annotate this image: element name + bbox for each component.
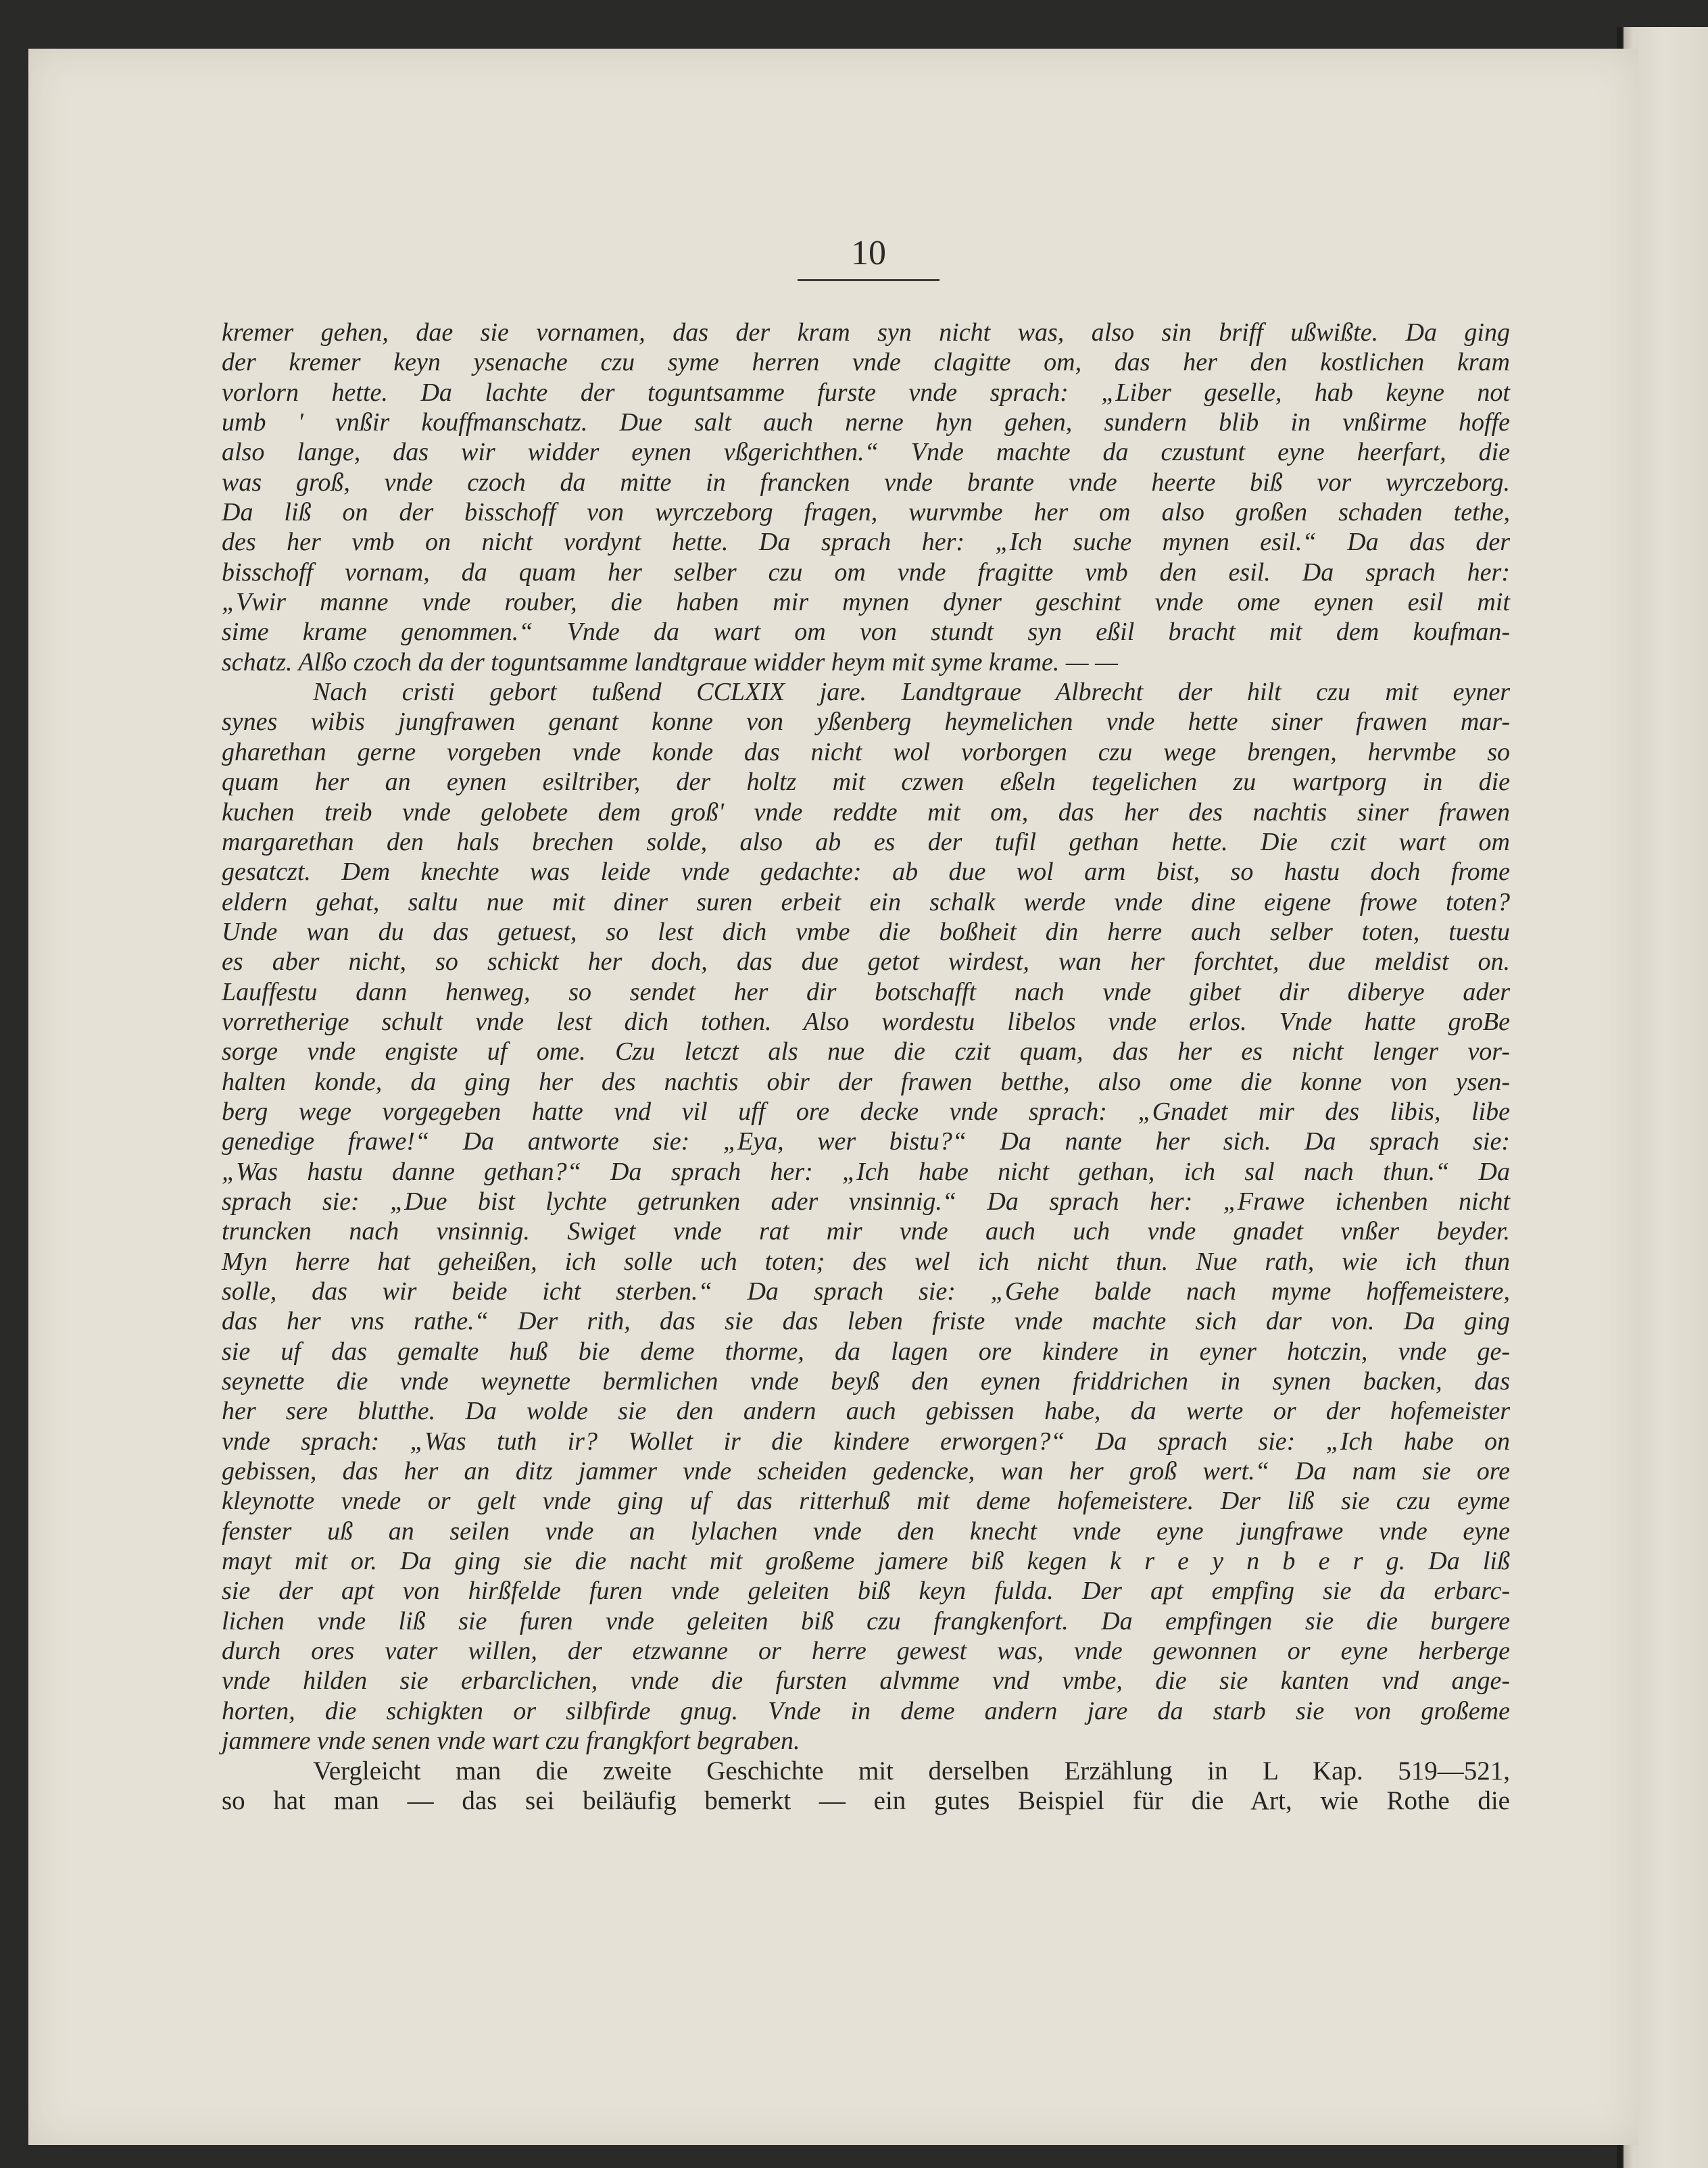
page-number: 10 [851, 234, 886, 272]
text-line: so hat man — das sei beiläufig bemerkt — ein gutes Beispiel für die Art, wie Rothe die [222, 1785, 1510, 1815]
text-line: Da liß on der bisschoff von wyrczeborg fragen, wurvmbe her om also großen schaden tethe, [222, 498, 1510, 527]
text-line: halten konde, da ging her des nachtis obir der frawen betthe, also ome die konne von ysen- [222, 1067, 1510, 1096]
text-line: des her vmb on nicht vordynt hette. Da sprach her: „Ich suche mynen esil.“ Da das der [222, 528, 1510, 557]
text-line: das her vns rathe.“ Der rith, das sie das leben friste vnde machte sich dar von. Da ging [222, 1307, 1510, 1336]
text-line: kremer gehen, dae sie vornamen, das der kram syn nicht was, also sin briff ußwißte. Da ging [222, 318, 1510, 347]
text-line: vorretherige schult vnde lest dich tothen. Also wordestu libelos vnde erlos. Vnde hatte groBe [222, 1007, 1510, 1036]
text-line: Nach cristi gebort tußend CCLXIX jare. Landtgraue Albrecht der hilt czu mit eyner [313, 678, 1510, 707]
text-line: vorlorn hette. Da lachte der toguntsamme furste vnde sprach: „Liber geselle, hab keyne not [222, 378, 1510, 407]
text-line: der kremer keyn ysenache czu syme herren vnde clagitte om, das her den kostlichen kram [222, 348, 1510, 377]
text-line: truncken nach vnsinnig. Swiget vnde rat mir vnde auch uch vnde gnadet vnßer beyder. [222, 1217, 1510, 1246]
text-line: lichen vnde liß sie furen vnde geleiten biß czu frangkenfort. Da empfingen sie die burgere [222, 1606, 1510, 1635]
text-line: sprach sie: „Due bist lychte getrunken ader vnsinnig.“ Da sprach her: „Frawe ichenben nicht [222, 1187, 1510, 1216]
text-line: durch ores vater willen, der etzwanne or herre gewest was, vnde gewonnen or eyne herberge [222, 1637, 1510, 1666]
text-line: Lauffestu dann henweg, so sendet her dir botschafft nach vnde gibet dir diberye ader [222, 977, 1510, 1006]
text-line: „Was hastu danne gethan?“ Da sprach her: „Ich habe nicht gethan, ich sal nach thun.“ Da [222, 1157, 1510, 1186]
body-text [222, 318, 1510, 1816]
text-line: synes wibis jungfrawen genant konne von yßenberg heymelichen vnde hette siner frawen mar- [222, 708, 1510, 737]
text-line: vnde hilden sie erbarclichen, vnde die fursten alvmme vnd vmbe, die sie kanten vnd ange- [222, 1667, 1510, 1696]
text-line: her sere blutthe. Da wolde sie den andern auch gebissen habe, da werte or der hofemeister [222, 1397, 1510, 1426]
text-line: kleynotte vnede or gelt vnde ging uf das ritterhuß mit deme hofemeistere. Der liß sie czu eyme [222, 1487, 1510, 1516]
text-line: solle, das wir beide icht sterben.“ Da sprach sie: „Gehe balde nach myme hoffemeistere, [222, 1277, 1510, 1306]
text-line: vnde sprach: „Was tuth ir? Wollet ir die kindere erworgen?“ Da sprach sie: „Ich habe on [222, 1427, 1510, 1456]
text-line: bisschoff vornam, da quam her selber czu om vnde fragitte vmb den esil. Da sprach her: [222, 558, 1510, 587]
text-line: Vergleicht man die zweite Geschichte mit derselben Erzählung in L Kap. 519—521, [313, 1756, 1510, 1785]
text-line: kuchen treib vnde gelobete dem groß' vnde reddte mit om, das her des nachtis siner frawen [222, 797, 1510, 827]
text-line: gebissen, das her an ditz jammer vnde scheiden gedencke, wan her groß wert.“ Da nam sie ore [222, 1457, 1510, 1486]
text-line: eldern gehat, saltu nue mit diner suren erbeit ein schalk werde vnde dine eigene frowe toten? [222, 887, 1510, 916]
text-line: sie der apt von hirßfelde furen vnde geleiten biß keyn fulda. Der apt empfing sie da erbarc- [222, 1577, 1510, 1606]
text-line: schatz. Alßo czoch da der toguntsamme landtgraue widder heym mit syme krame. — — [222, 647, 1118, 676]
text-line: „Vwir manne vnde rouber, die haben mir mynen dyner geschint vnde ome eynen esil mit [222, 588, 1510, 617]
text-line: sie uf das gemalte huß bie deme thorme, da lagen ore kindere in eyner hotczin, vnde ge- [222, 1337, 1510, 1366]
text-line: gharethan gerne vorgeben vnde konde das nicht wol vorborgen czu wege brengen, hervmbe so [222, 737, 1510, 766]
page-number-rule [798, 279, 940, 281]
text-line: sime krame genommen.“ Vnde da wart om von stundt syn eßil bracht mit dem koufman- [222, 618, 1510, 647]
text-line: berg wege vorgegeben hatte vnd vil uff ore decke vnde sprach: „Gnadet mir des libis, libe [222, 1097, 1510, 1126]
text-line: also lange, das wir widder eynen vßgerichthen.“ Vnde machte da czustunt eyne heerfart, die [222, 438, 1510, 467]
text-line: horten, die schigkten or silbfirde gnug. Vnde in deme andern jare da starb sie von großeme [222, 1696, 1510, 1725]
text-line: gesatczt. Dem knechte was leide vnde gedachte: ab due wol arm bist, so hastu doch frome [222, 858, 1510, 887]
text-line: was groß, vnde czoch da mitte in francken vnde brante vnde heerte biß vor wyrczeborg. [222, 468, 1510, 497]
text-line: es aber nicht, so schickt her doch, das due getot wirdest, wan her forchtet, due meldist on. [222, 947, 1510, 977]
text-line: seynette die vnde weynette bermlichen vnde beyß den eynen friddrichen in synen backen, das [222, 1367, 1510, 1396]
text-line: umb ' vnßir kouffmanschatz. Due salt auch nerne hyn gehen, sundern blib in vnßirme hoffe [222, 408, 1510, 437]
text-line: margarethan den hals brechen solde, also ab es der tufil gethan hette. Die czit wart om [222, 827, 1510, 856]
text-line: genedige frawe!“ Da antworte sie: „Eya, wer bistu?“ Da nante her sich. Da sprach sie: [222, 1127, 1510, 1156]
text-line: Unde wan du das getuest, so lest dich vmbe die boßheit din herre auch selber toten, tuestu [222, 917, 1510, 946]
text-line: jammere vnde senen vnde wart czu frangkfort begraben. [222, 1727, 800, 1756]
text-line: Myn herre hat geheißen, ich solle uch toten; des wel ich nicht thun. Nue rath, wie ich thun [222, 1247, 1510, 1276]
text-line: quam her an eynen esiltriber, der holtz mit czwen eßeln tegelichen zu wartporg in die [222, 768, 1510, 797]
text-line: fenster uß an seilen vnde an lylachen vnde den knecht vnde eyne jungfrawe vnde eyne [222, 1517, 1510, 1546]
text-line: mayt mit or. Da ging sie die nacht mit großeme jamere biß kegen k r e y n b e r g. Da liß [222, 1547, 1510, 1576]
text-line: sorge vnde engiste uf ome. Czu letczt als nue die czit quam, das her es nicht lenger vor- [222, 1037, 1510, 1066]
